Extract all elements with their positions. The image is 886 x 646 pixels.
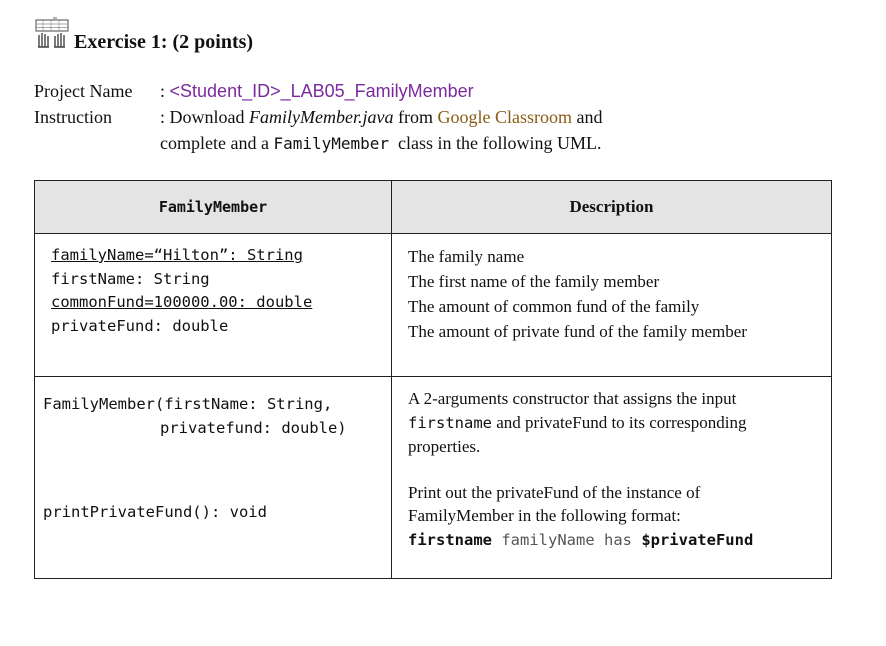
attribute-familyname: familyName=“Hilton”: String	[51, 246, 303, 264]
constructor-desc-code: firstname	[408, 413, 492, 432]
instruction-source: Google Classroom	[437, 107, 572, 127]
attribute-commonfund: commonFund=100000.00: double	[51, 293, 313, 311]
desc-commonfund: The amount of common fund of the family	[408, 297, 700, 316]
project-name-text: <Student_ID>_LAB05_FamilyMember	[169, 81, 474, 101]
uml-attributes-description-cell	[392, 234, 832, 377]
uml-attributes-row	[35, 234, 832, 377]
constructor-desc-line1: A 2-arguments constructor that assigns the input	[408, 389, 737, 408]
desc-privatefund: The amount of private fund of the family member	[408, 322, 747, 341]
uml-methods-description-cell	[392, 377, 832, 579]
instruction-file: FamilyMember.java	[249, 107, 394, 127]
instruction-line2-a: complete and a	[160, 133, 274, 153]
project-name-value	[160, 81, 474, 102]
constructor-signature-line1: FamilyMember(firstName: String,	[43, 395, 333, 413]
uml-class-header: FamilyMember	[35, 181, 392, 234]
uml-methods-row	[35, 377, 832, 579]
project-name-colon: :	[160, 81, 166, 101]
keyboard-hands-icon	[33, 17, 71, 49]
desc-familyname: The family name	[408, 247, 525, 266]
constructor-desc-line2	[408, 411, 831, 436]
instruction-class-name: FamilyMember	[273, 134, 390, 153]
attribute-firstname: firstName: String	[51, 269, 210, 288]
instruction-from: from	[393, 107, 438, 127]
instruction-line2-b: class in the following UML.	[389, 133, 602, 153]
uml-description-header: Description	[392, 181, 832, 234]
constructor-desc-line3: properties.	[408, 437, 481, 456]
constructor-signature-line2: privatefund: double)	[160, 418, 347, 437]
attribute-privatefund: privateFund: double	[51, 316, 229, 335]
uml-attributes-cell	[35, 234, 392, 377]
instruction-line-1	[160, 107, 602, 128]
instruction-prefix: : Download	[160, 107, 249, 127]
constructor-desc-rest: and privateFund to its corresponding	[492, 412, 747, 432]
instruction-and: and	[571, 107, 603, 127]
format-privatefund: $privateFund	[641, 530, 754, 549]
format-firstname: firstname	[408, 530, 492, 549]
uml-methods-cell	[35, 377, 392, 579]
desc-firstname: The first name of the family member	[408, 272, 660, 291]
method-desc-line2: FamilyMember in the following format:	[408, 506, 681, 525]
uml-header-row	[35, 181, 832, 234]
uml-table	[34, 180, 832, 579]
exercise-title: Exercise 1: (2 points)	[74, 31, 254, 53]
method-printprivatefund: printPrivateFund(): void	[43, 503, 267, 521]
method-desc-format	[408, 528, 831, 553]
project-name-label: Project Name	[34, 81, 133, 101]
instruction-line-2	[160, 133, 602, 154]
format-familyname: familyName has	[492, 530, 642, 549]
instruction-label: Instruction	[34, 107, 112, 127]
method-desc-line1: Print out the privateFund of the instance of	[408, 482, 701, 502]
